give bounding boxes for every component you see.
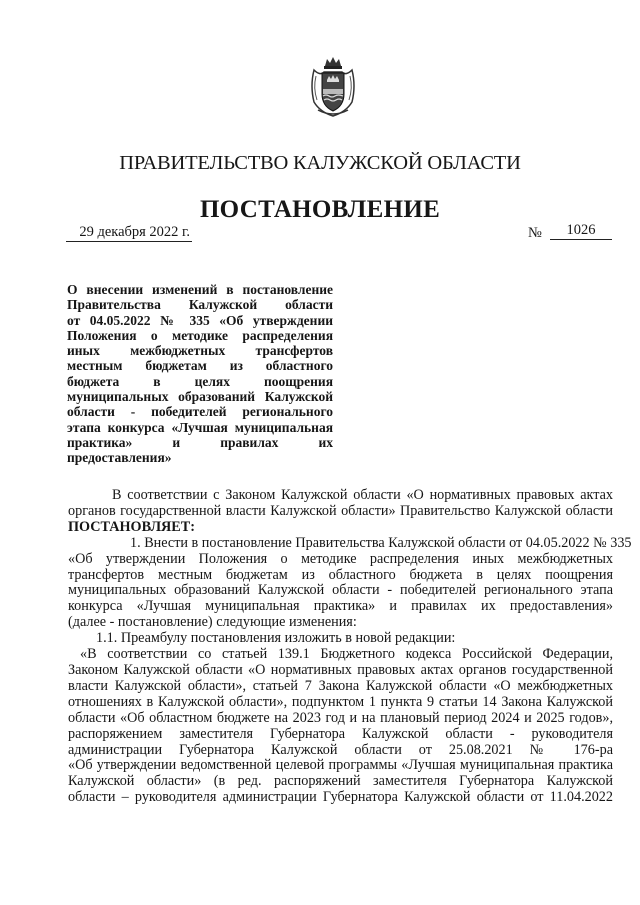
body-line: органов государственной власти Калужской области» Правительство Калужской области [68, 502, 613, 519]
document-date: 29 декабря 2022 г. [66, 224, 192, 242]
body-line: администрации Губернатора Калужской области от 25.08.2021 № 176-ра [68, 741, 613, 758]
subject-line: от 04.05.2022 № 335 «Об утверждении [67, 312, 333, 328]
subject-line: Положения о методике распределения [67, 327, 333, 343]
document-number: 1026 [550, 222, 612, 240]
subject-line: бюджета в целях поощрения [67, 373, 333, 389]
body-line: Калужской области» (в ред. распоряжений заместителя Губернатора Калужской [68, 773, 613, 790]
body-line: 1. Внести в постановление Правительства Калужской области от 04.05.2022 № 335 [130, 534, 632, 551]
subject-line: области - победителей регионального [67, 404, 333, 420]
body-line: «Об утверждении Положения о методике распределения иных межбюджетных [68, 550, 613, 567]
subject-line: О внесении изменений в постановление [67, 282, 333, 297]
number-label: № [528, 225, 542, 241]
body-line: отношениях в Калужской области», подпунктом 1 пункта 9 статьи 14 Закона Калужской [68, 693, 613, 710]
body-line: области – руководителя администрации Губернатора Калужской области от 11.04.2022 [68, 789, 613, 806]
body-line: В соответствии с Законом Калужской области «О нормативных правовых актах [112, 487, 613, 503]
subject-line: предоставления» [67, 450, 172, 466]
document-subject [67, 282, 333, 466]
document-body [68, 487, 632, 806]
subject-line: местным бюджетам из областного [67, 358, 333, 374]
body-line: распоряжением заместителя Губернатора Калужской области - руководителя [68, 725, 613, 742]
subject-line: этапа конкурса «Лучшая муниципальная [67, 419, 333, 435]
document-type-title: ПОСТАНОВЛЕНИЕ [199, 196, 441, 223]
body-line: 1.1. Преамбулу постановления изложить в новой редакции: [96, 630, 456, 647]
body-line: «Об утверждении ведомственной целевой программы «Лучшая муниципальная практика [68, 757, 613, 774]
body-line: области «Об областном бюджете на 2023 год и на плановый период 2024 и 2025 годов», [68, 709, 613, 726]
subject-line: иных межбюджетных трансфертов [67, 343, 333, 359]
organization-title: ПРАВИТЕЛЬСТВО КАЛУЖСКОЙ ОБЛАСТИ [119, 152, 521, 174]
body-line: «В соответствии со статьей 139.1 Бюджетного кодекса Российской Федерации, [80, 646, 613, 663]
subject-line: муниципальных образований Калужской [67, 389, 333, 405]
subject-line: Правительства Калужской области [67, 297, 333, 313]
body-line: (далее - постановление) следующие изменения: [68, 614, 357, 631]
body-line: конкурса «Лучшая муниципальная практика» и правилах их предоставления» [68, 598, 613, 615]
subject-line: практика» и правилах их [67, 434, 333, 450]
body-line: муниципальных образований Калужской области - победителей регионального этапа [68, 582, 613, 599]
body-line: Законом Калужской области «О нормативных правовых актах органов государственной [68, 661, 613, 678]
body-line: трансфертов местным бюджетам из областного бюджета в целях поощрения [68, 566, 613, 583]
body-line: власти Калужской области», статьей 7 Закона Калужской области «О межбюджетных [68, 677, 613, 694]
decree-word: ПОСТАНОВЛЯЕТ: [68, 518, 195, 535]
kaluga-coat-of-arms-icon [308, 56, 358, 118]
